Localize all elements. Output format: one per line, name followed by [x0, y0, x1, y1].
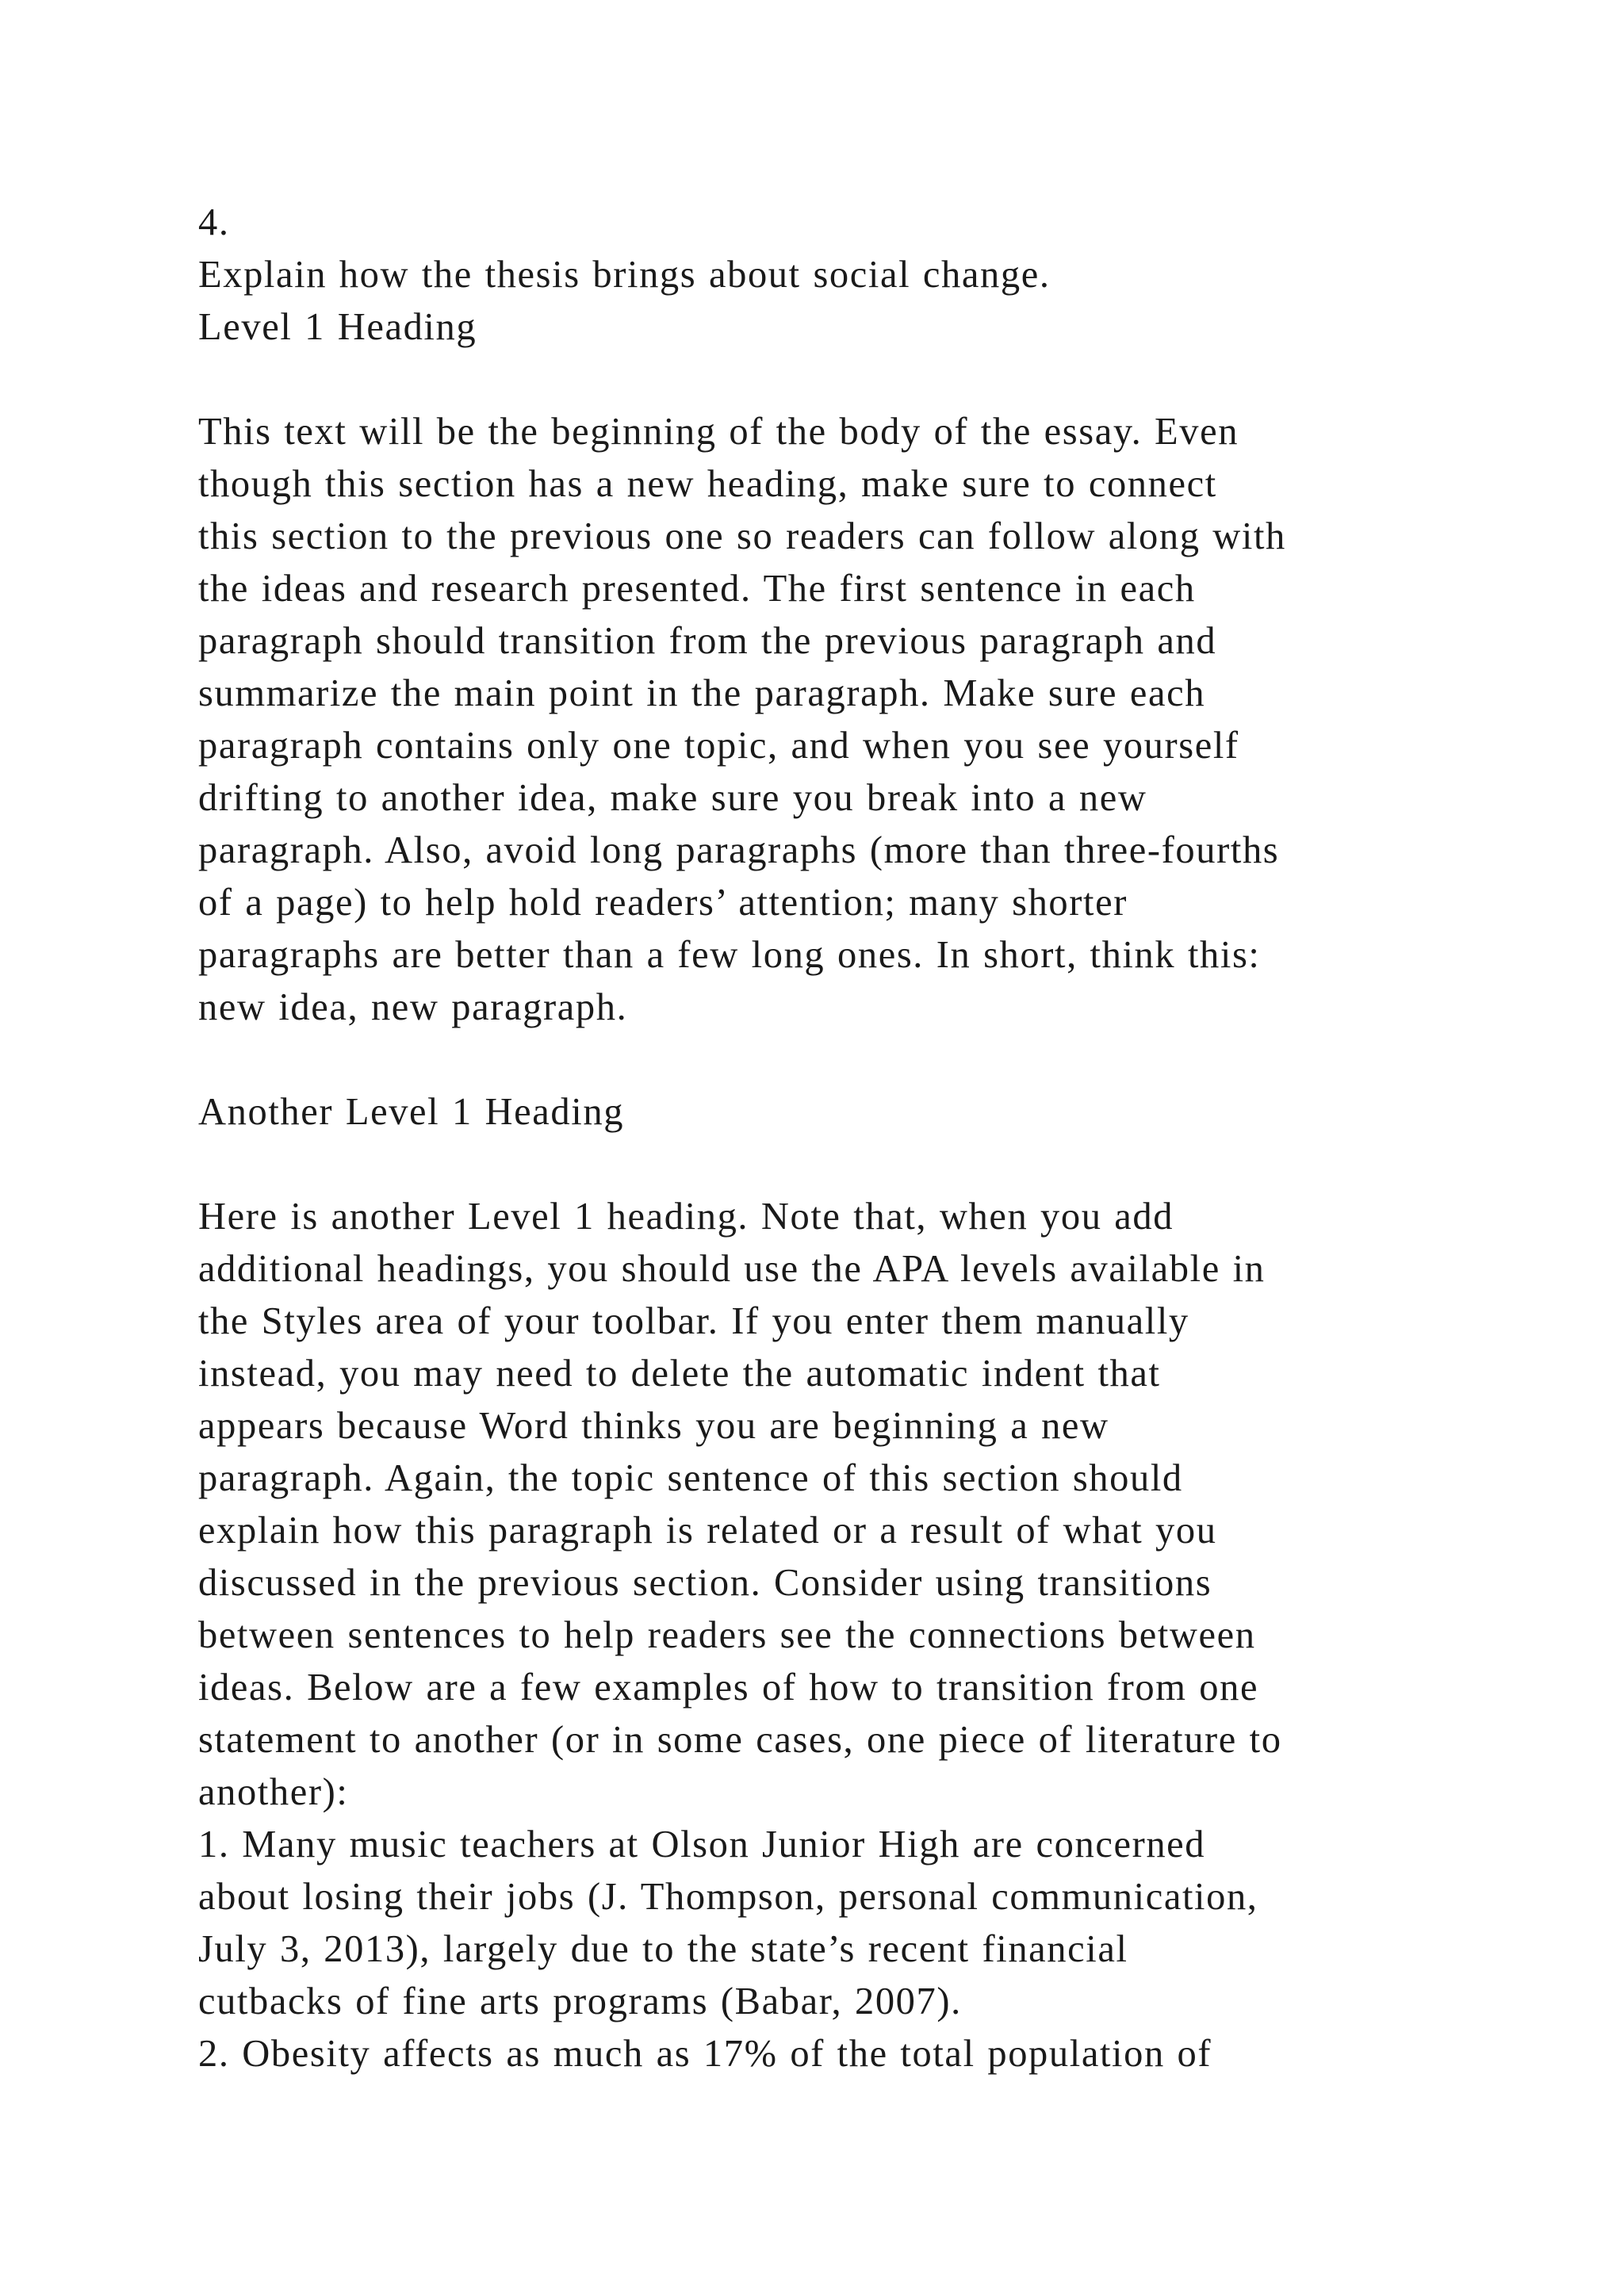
body-paragraph-1-line: this section to the previous one so readers can follow along with: [198, 515, 1286, 557]
body-paragraph-2-line: appears because Word thinks you are beginning a new: [198, 1405, 1109, 1447]
body-paragraph-2-line: paragraph. Again, the topic sentence of this section should: [198, 1457, 1183, 1499]
body-paragraph-2-line: additional headings, you should use the APA levels available in: [198, 1248, 1266, 1290]
body-paragraph-1-line: drifting to another idea, make sure you break into a new: [198, 777, 1147, 819]
body-paragraph-1-line: the ideas and research presented. The first sentence in each: [198, 568, 1196, 610]
body-paragraph-2-line: discussed in the previous section. Consider using transitions: [198, 1562, 1212, 1604]
document-body: [198, 197, 1515, 2080]
body-paragraph-2-line: another):: [198, 1771, 349, 1813]
body-paragraph-2-line: instead, you may need to delete the automatic indent that: [198, 1353, 1161, 1395]
example-2-line: 2. Obesity affects as much as 17% of the total population of: [198, 2033, 1212, 2075]
example-1-line: cutbacks of fine arts programs (Babar, 2007).: [198, 1980, 962, 2022]
list-number: 4.: [198, 201, 230, 243]
body-paragraph-2-line: explain how this paragraph is related or a result of what you: [198, 1510, 1217, 1552]
blank-line: [198, 1138, 1515, 1191]
heading-level-1-second: Another Level 1 Heading: [198, 1091, 625, 1133]
body-paragraph-2-line: statement to another (or in some cases, one piece of literature to: [198, 1719, 1282, 1761]
blank-line: [198, 1034, 1515, 1086]
body-paragraph-1-line: of a page) to help hold readers’ attention; many shorter: [198, 882, 1128, 924]
body-paragraph-2-line: the Styles area of your toolbar. If you enter them manually: [198, 1300, 1189, 1342]
example-1-line: about losing their jobs (J. Thompson, personal communication,: [198, 1876, 1258, 1918]
body-paragraph-1-line: new idea, new paragraph.: [198, 986, 628, 1028]
blank-line: [198, 354, 1515, 406]
body-paragraph-2-line: between sentences to help readers see the connections between: [198, 1614, 1256, 1656]
example-1-line: July 3, 2013), largely due to the state’s recent financial: [198, 1928, 1128, 1970]
example-1-line: 1. Many music teachers at Olson Junior High are concerned: [198, 1823, 1206, 1866]
body-paragraph-2-line: Here is another Level 1 heading. Note that, when you add: [198, 1196, 1174, 1238]
body-paragraph-1-line: summarize the main point in the paragraph. Make sure each: [198, 672, 1206, 714]
body-paragraph-1-line: paragraph. Also, avoid long paragraphs (more than three-fourths: [198, 829, 1280, 871]
prompt-line: Explain how the thesis brings about social change.: [198, 254, 1051, 296]
body-paragraph-1-line: paragraph contains only one topic, and when you see yourself: [198, 725, 1239, 767]
body-paragraph-2-line: ideas. Below are a few examples of how to transition from one: [198, 1667, 1259, 1709]
body-paragraph-1-line: though this section has a new heading, make sure to connect: [198, 463, 1217, 505]
body-paragraph-1-line: This text will be the beginning of the body of the essay. Even: [198, 411, 1239, 453]
body-paragraph-1-line: paragraphs are better than a few long ones. In short, think this:: [198, 934, 1261, 976]
heading-level-1: Level 1 Heading: [198, 306, 477, 348]
body-paragraph-1-line: paragraph should transition from the previous paragraph and: [198, 620, 1217, 662]
